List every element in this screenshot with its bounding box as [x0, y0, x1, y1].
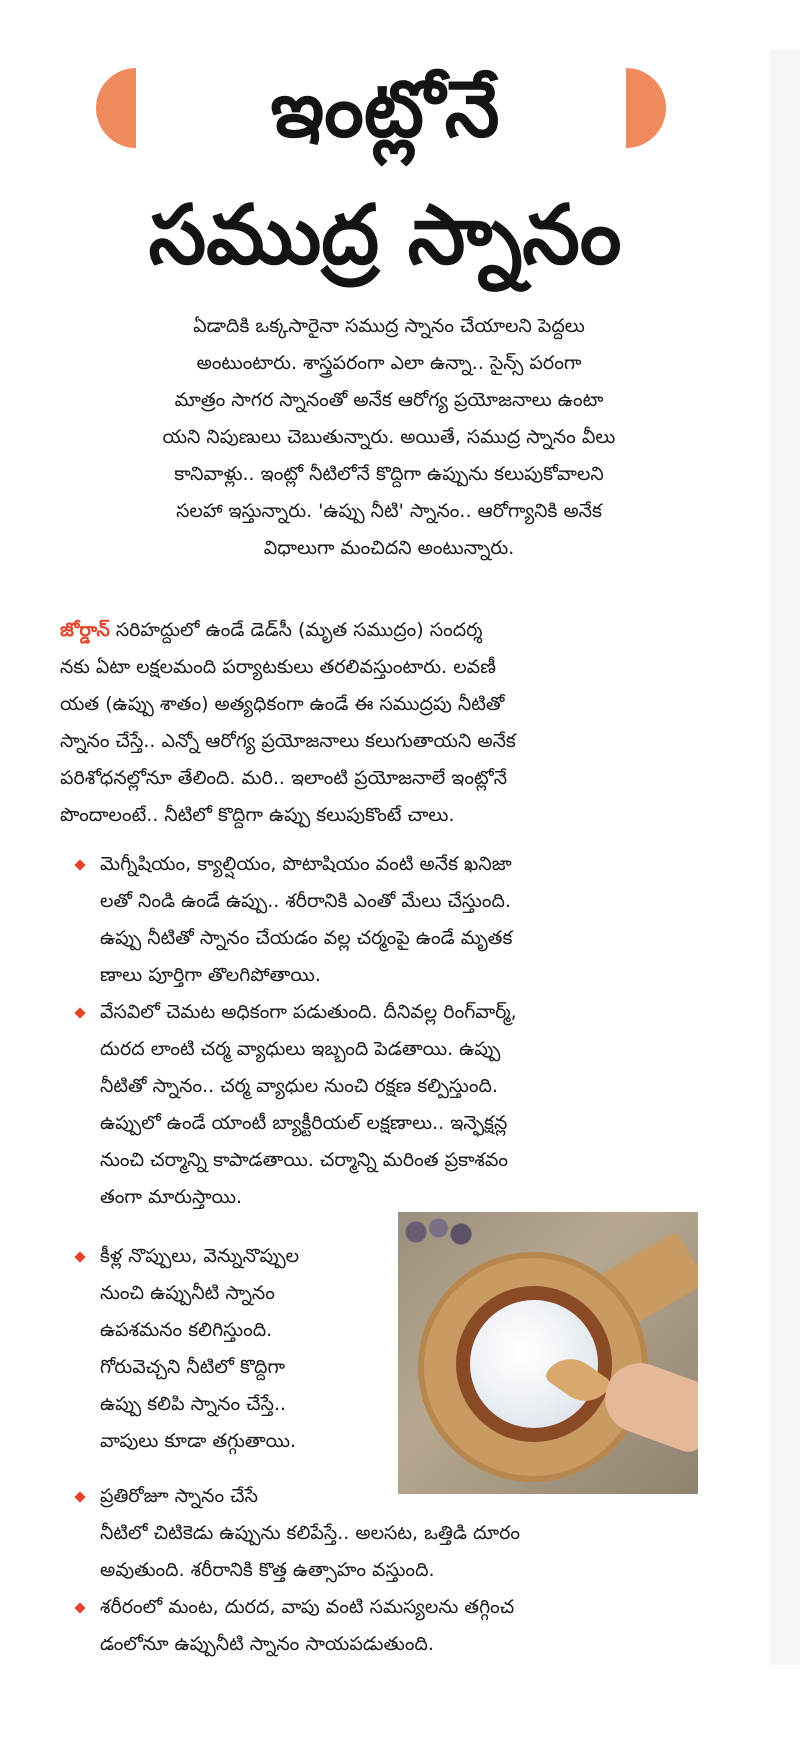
bullet-line: అవుతుంది. శరీరానికి కొత్త ఉత్సాహం వస్తుంది.	[100, 1559, 435, 1581]
bullet-item	[74, 846, 714, 994]
body-line: స్నానం చేస్తే.. ఎన్నో ఆరోగ్య ప్రయోజనాలు కలుగుతాయని అనేక	[60, 730, 516, 752]
headline-line-2: సముద్ర స్నానం	[148, 187, 622, 283]
bullet-line: ప్రతిరోజూ స్నానం చేసే	[100, 1485, 258, 1507]
lead-word: జోర్డాన్	[60, 619, 110, 641]
bullet-line: తంగా మారుస్తాయి.	[100, 1186, 243, 1208]
diamond-bullet-icon	[74, 1251, 85, 1262]
bullet-line: ణాలు పూర్తిగా తొలగిపోతాయి.	[100, 964, 321, 986]
body-paragraph	[60, 612, 712, 834]
intro-line: అంటుంటారు. శాస్త్రపరంగా ఎలా ఉన్నా.. సైన్స్ పరంగా	[196, 352, 582, 374]
bullet-line: వాపులు కూడా తగ్గుతాయి.	[100, 1430, 297, 1452]
bullet-line: గోరువెచ్చని నీటిలో కొద్దిగా	[100, 1356, 285, 1378]
diamond-bullet-icon	[74, 1007, 85, 1018]
bullet-line: ఉప్పులో ఉండే యాంటీ బ్యాక్టీరియల్ లక్షణాలు.. ఇన్ఫెక్షన్ల	[100, 1112, 508, 1134]
headline-line-1: ఇంట్లోనే	[270, 64, 500, 155]
bullet-line: నీటితో స్నానం.. చర్మ వ్యాధుల నుంచి రక్షణ కల్పిస్తుంది.	[100, 1075, 498, 1097]
intro-line: కానివాళ్లు.. ఇంట్లో నీటిలోనే కొద్దిగా ఉప్పును కలుపుకోవాలని	[174, 463, 604, 485]
intro-line: సలహా ఇస్తున్నారు. 'ఉప్పు నీటి' స్నానం.. ఆరోగ్యానికి అనేక	[176, 500, 602, 522]
bullet-line: డంలోనూ ఉప్పునీటి స్నానం సాయపడుతుంది.	[100, 1633, 434, 1655]
bullet-line: వేసవిలో చెమట అధికంగా పడుతుంది. దీనివల్ల రింగ్‌వార్మ్,	[100, 1001, 517, 1023]
bullet-line: మెగ్నీషియం, క్యాల్షియం, పొటాషియం వంటి అనేక ఖనిజా	[100, 853, 512, 875]
bullet-list-top	[74, 846, 714, 1216]
intro-line: విధాలుగా మంచిదని అంటున్నారు.	[263, 537, 515, 559]
body-line: పరిశోధనల్లోనూ తేలింది. మరి.. ఇలాంటి ప్రయోజనాలే ఇంట్లోనే	[60, 767, 508, 789]
body-line	[60, 612, 712, 649]
intro-line: ఏడాదికి ఒక్కసారైనా సముద్ర స్నానం చేయాలని పెద్దలు	[193, 315, 585, 337]
bullet-list-middle	[74, 1238, 394, 1460]
bullet-list-bottom	[74, 1478, 714, 1663]
right-margin-strip	[770, 50, 800, 1665]
intro-line: యని నిపుణులు చెబుతున్నారు. అయితే, సముద్ర స్నానం వీలు	[162, 426, 616, 448]
bullet-item	[74, 994, 714, 1216]
bullet-line: దురద లాంటి చర్మ వ్యాధులు ఇబ్బంది పెడతాయి. ఉప్పు	[100, 1038, 501, 1060]
body-line: పొందాలంటే.. నీటిలో కొద్దిగా ఉప్పు కలుపుకొంటే చాలు.	[60, 804, 455, 826]
bullet-item	[74, 1478, 714, 1589]
body-line: నకు ఏటా లక్షలమంది పర్యాటకులు తరలివస్తుంటారు. లవణీ	[60, 656, 496, 678]
bullet-line: లతో నిండి ఉండే ఉప్పు.. శరీరానికి ఎంతో మేలు చేస్తుంది.	[100, 890, 511, 912]
headline	[0, 40, 770, 290]
body-line: యత (ఉప్పు శాతం) అత్యధికంగా ఉండే ఈ సముద్రపు నీటితో	[60, 693, 505, 715]
body-first-line-rest: సరిహద్దులో ఉండే డెడ్‌సీ (మృత సముద్రం) సందర్శ	[109, 619, 483, 641]
bullet-item	[74, 1238, 394, 1460]
diamond-bullet-icon	[74, 859, 85, 870]
lavender-decoration	[398, 1212, 488, 1252]
bullet-line: ఉప్పు కలిపి స్నానం చేస్తే..	[100, 1393, 287, 1415]
diamond-bullet-icon	[74, 1602, 85, 1613]
bullet-line: నుంచి చర్మాన్ని కాపాడతాయి. చర్మాన్ని మరింత ప్రకాశవం	[100, 1149, 509, 1171]
intro-paragraph	[84, 308, 694, 567]
bullet-line: కీళ్ల నొప్పులు, వెన్నునొప్పుల	[100, 1245, 300, 1267]
salt-bowl-photo	[398, 1212, 698, 1494]
intro-line: మాత్రం సాగర స్నానంతో అనేక ఆరోగ్య ప్రయోజనాలు ఉంటా	[174, 389, 604, 411]
bullet-line: నుంచి ఉప్పునీటి స్నానం	[100, 1282, 275, 1304]
bullet-item	[74, 1589, 714, 1663]
bullet-line: ఉపశమనం కలిగిస్తుంది.	[100, 1319, 273, 1341]
bullet-line: నీటిలో చిటికెడు ఉప్పును కలిపేస్తే.. అలసట, ఒత్తిడి దూరం	[100, 1522, 520, 1544]
bullet-line: ఉప్పు నీటితో స్నానం చేయడం వల్ల చర్మంపై ఉండే మృతక	[100, 927, 513, 949]
bullet-line: శరీరంలో మంట, దురద, వాపు వంటి సమస్యలను తగ్గించ	[100, 1596, 515, 1618]
diamond-bullet-icon	[74, 1491, 85, 1502]
